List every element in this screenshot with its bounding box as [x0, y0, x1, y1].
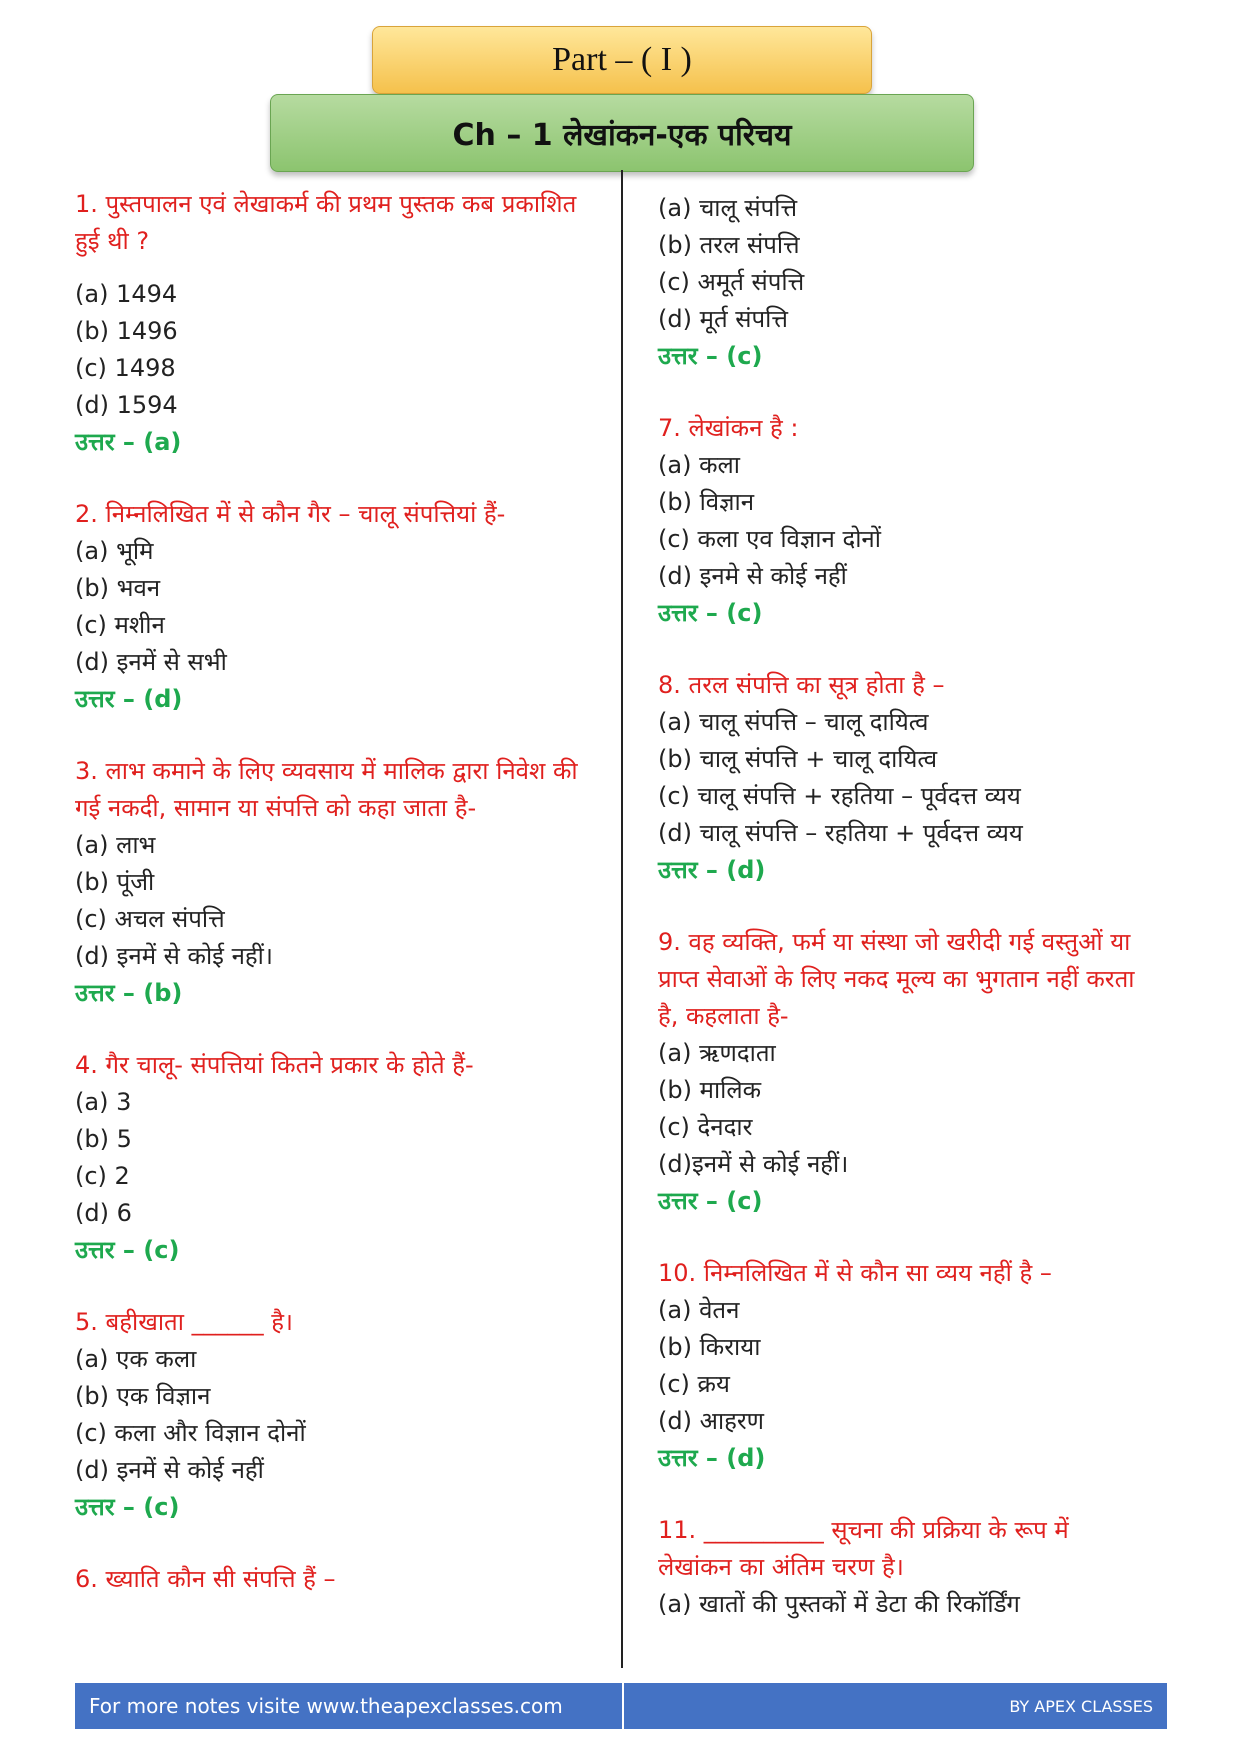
footer-website-text: For more notes visite www.theapexclasses.com — [75, 1683, 622, 1729]
option-a: (a) ऋणदाता — [658, 1039, 776, 1067]
question-2 — [75, 496, 595, 718]
option-b: (b) तरल संपत्ति — [658, 231, 800, 259]
chapter-title: Ch – 1 लेखांकन-एक परिचय — [452, 117, 792, 153]
option-b: (b) 5 — [75, 1125, 132, 1153]
question-5 — [75, 1304, 595, 1526]
part-title: Part – ( I ) — [552, 41, 692, 78]
option-a: (a) एक कला — [75, 1345, 197, 1373]
option-c: (c) 2 — [75, 1162, 130, 1190]
option-d: (d) मूर्त संपत्ति — [658, 305, 788, 333]
left-column — [75, 186, 595, 1598]
question-text: 2. निम्नलिखित में से कौन गैर – चालू संपत्तियां हैं- — [75, 500, 506, 528]
option-a: (a) लाभ — [75, 831, 156, 859]
option-d: (d)इनमें से कोई नहीं। — [658, 1150, 849, 1178]
option-a: (a) वेतन — [658, 1296, 740, 1324]
option-a: (a) चालू संपत्ति — [658, 194, 798, 222]
question-9 — [658, 924, 1148, 1220]
option-d: (d) इनमें से सभी — [75, 648, 227, 676]
answer: उत्तर – (c) — [75, 1236, 180, 1264]
option-c: (c) कला और विज्ञान दोनों — [75, 1419, 306, 1447]
option-b: (b) किराया — [658, 1333, 761, 1361]
question-text: 7. लेखांकन है : — [658, 414, 799, 442]
question-text: 8. तरल संपत्ति का सूत्र होता है – — [658, 671, 945, 699]
question-7 — [658, 410, 1148, 632]
option-b: (b) 1496 — [75, 317, 178, 345]
option-d: (d) आहरण — [658, 1407, 765, 1435]
footer-bar — [75, 1683, 1167, 1729]
footer-brand-text: BY APEX CLASSES — [624, 1683, 1167, 1729]
answer: उत्तर – (d) — [75, 685, 183, 713]
question-6-options — [658, 190, 1148, 375]
question-8 — [658, 667, 1148, 889]
question-4 — [75, 1047, 595, 1269]
option-c: (c) अचल संपत्ति — [75, 905, 225, 933]
part-title-banner — [372, 26, 872, 94]
answer: उत्तर – (a) — [75, 428, 182, 456]
option-c: (c) क्रय — [658, 1370, 730, 1398]
answer: उत्तर – (c) — [658, 599, 763, 627]
option-b: (b) विज्ञान — [658, 488, 755, 516]
question-10 — [658, 1255, 1148, 1477]
chapter-title-banner — [270, 94, 974, 172]
column-divider — [621, 170, 623, 1668]
right-column — [658, 190, 1148, 1623]
option-d: (d) इनमें से कोई नहीं। — [75, 942, 273, 970]
question-3 — [75, 753, 595, 1012]
option-c: (c) 1498 — [75, 354, 176, 382]
question-1 — [75, 186, 595, 461]
option-d: (d) इनमें से कोई नहीं — [75, 1456, 264, 1484]
answer: उत्तर – (b) — [75, 979, 183, 1007]
question-text: 5. बहीखाता ______ है। — [75, 1308, 294, 1336]
option-c: (c) देनदार — [658, 1113, 753, 1141]
answer: उत्तर – (c) — [658, 342, 763, 370]
option-b: (b) भवन — [75, 574, 161, 602]
answer: उत्तर – (d) — [658, 1444, 766, 1472]
option-a: (a) खातों की पुस्तकों में डेटा की रिकॉर्डिंग — [658, 1590, 1020, 1618]
answer: उत्तर – (c) — [658, 1187, 763, 1215]
question-text: 4. गैर चालू- संपत्तियां कितने प्रकार के होते हैं- — [75, 1051, 474, 1079]
option-c: (c) मशीन — [75, 611, 165, 639]
option-a: (a) कला — [658, 451, 740, 479]
option-d: (d) चालू संपत्ति – रहतिया + पूर्वदत्त व्यय — [658, 819, 1023, 847]
question-text: 9. वह व्यक्ति, फर्म या संस्था जो खरीदी गई वस्तुओं या प्राप्त सेवाओं के लिए नकद मूल्य का भुगतान नहीं करता है, कहलाता है- — [658, 928, 1135, 1030]
option-b: (b) चालू संपत्ति + चालू दायित्व — [658, 745, 938, 773]
option-d: (d) 6 — [75, 1199, 132, 1227]
option-b: (b) एक विज्ञान — [75, 1382, 211, 1410]
question-text: 3. लाभ कमाने के लिए व्यवसाय में मालिक द्वारा निवेश की गई नकदी, सामान या संपत्ति को कहा जाता है- — [75, 757, 578, 822]
option-c: (c) चालू संपत्ति + रहतिया – पूर्वदत्त व्यय — [658, 782, 1021, 810]
option-a: (a) 3 — [75, 1088, 132, 1116]
option-b: (b) पूंजी — [75, 868, 155, 896]
question-text: 10. निम्नलिखित में से कौन सा व्यय नहीं है – — [658, 1259, 1052, 1287]
question-text: 11. __________ सूचना की प्रक्रिया के रूप में लेखांकन का अंतिम चरण है। — [658, 1516, 1069, 1581]
option-a: (a) 1494 — [75, 280, 178, 308]
option-a: (a) चालू संपत्ति – चालू दायित्व — [658, 708, 929, 736]
option-d: (d) 1594 — [75, 391, 178, 419]
question-11 — [658, 1512, 1148, 1623]
option-b: (b) मालिक — [658, 1076, 762, 1104]
option-a: (a) भूमि — [75, 537, 154, 565]
question-text: 1. पुस्तपालन एवं लेखाकर्म की प्रथम पुस्तक कब प्रकाशित हुई थी ? — [75, 190, 577, 255]
answer: उत्तर – (d) — [658, 856, 766, 884]
option-c: (c) अमूर्त संपत्ति — [658, 268, 805, 296]
option-d: (d) इनमे से कोई नहीं — [658, 562, 847, 590]
question-6 — [75, 1561, 595, 1598]
option-c: (c) कला एव विज्ञान दोनों — [658, 525, 881, 553]
answer: उत्तर – (c) — [75, 1493, 180, 1521]
question-text: 6. ख्याति कौन सी संपत्ति हैं – — [75, 1565, 336, 1593]
